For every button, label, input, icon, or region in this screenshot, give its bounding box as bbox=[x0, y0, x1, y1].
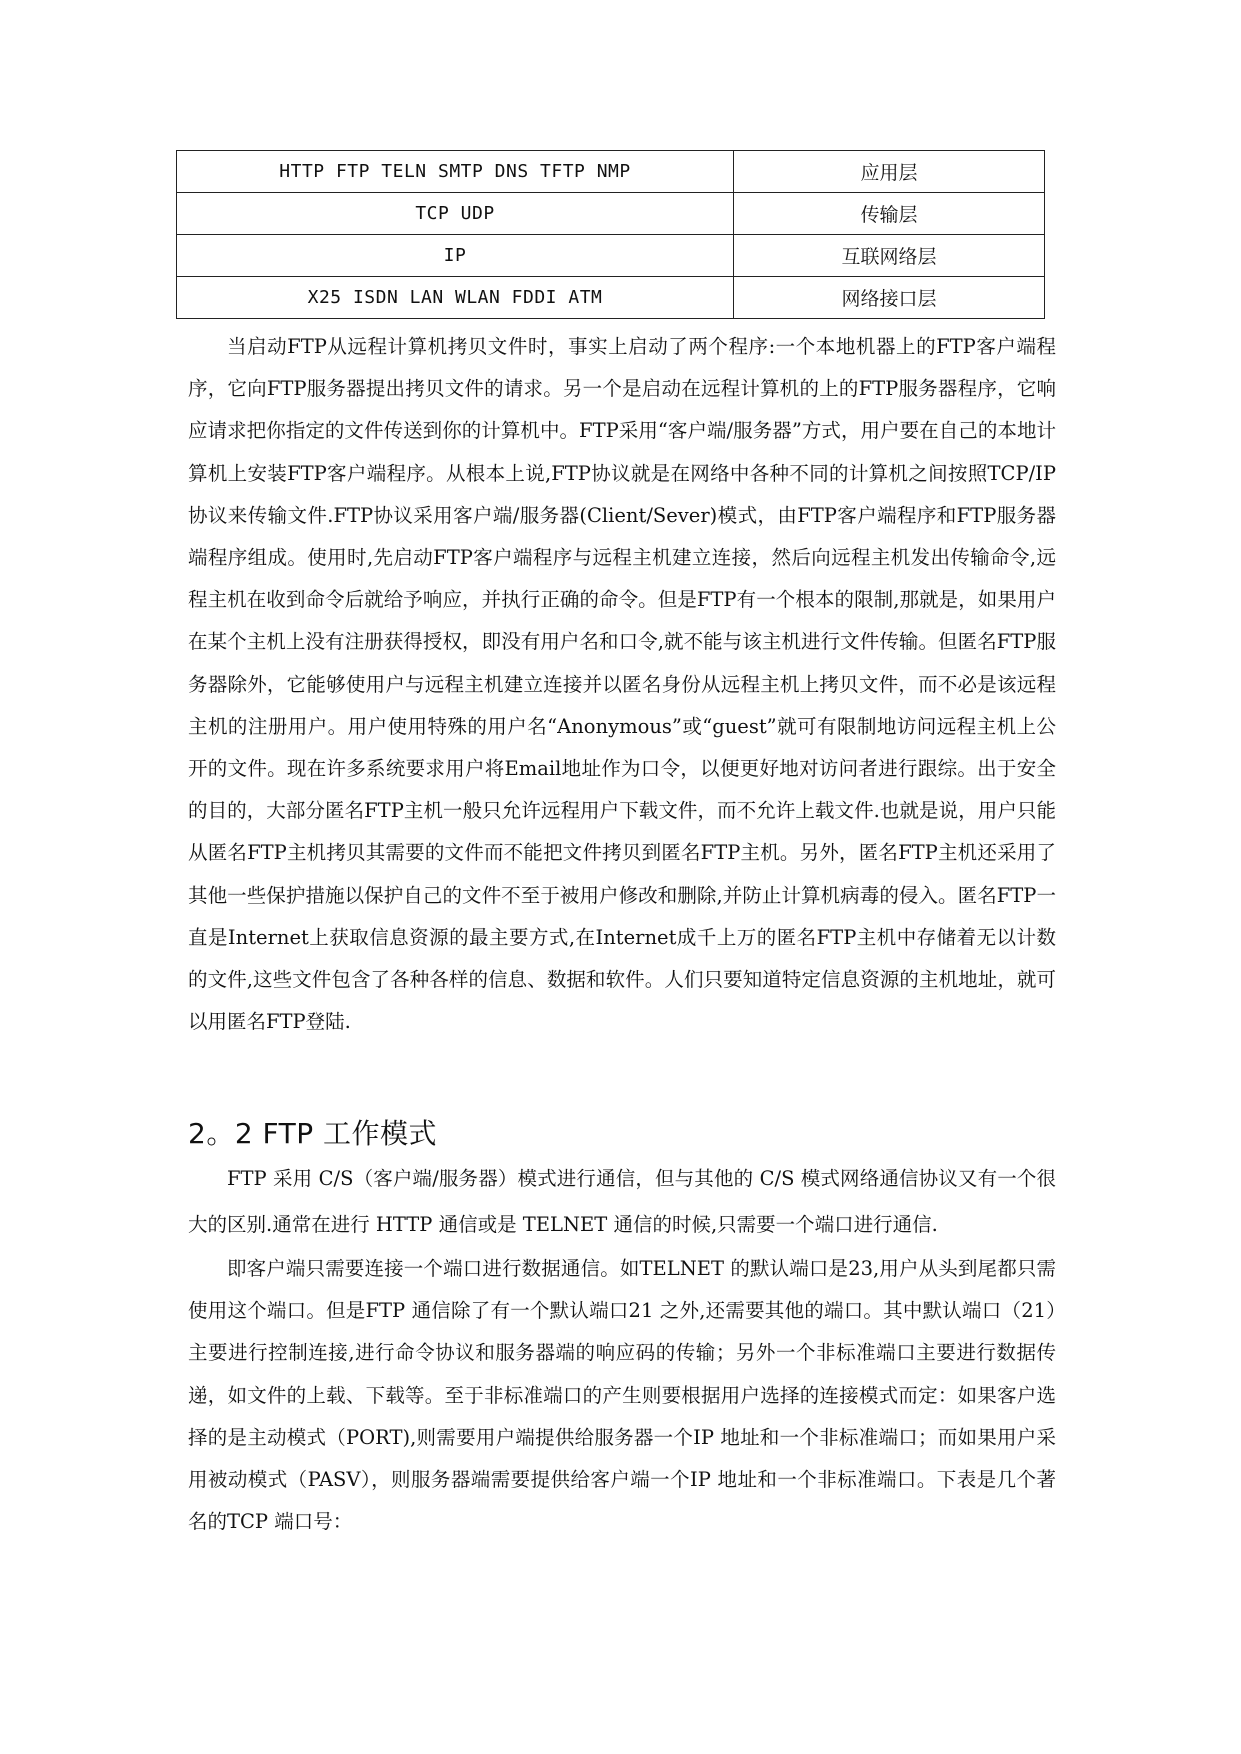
layer-cell: 网络接口层 bbox=[734, 277, 1045, 319]
ftp-mode-paragraph: FTP 采用 C/S（客户端/服务器）模式进行通信，但与其他的 C/S 模式网络通信协议又有一个很大的区别.通常在进行 HTTP 通信或是 TELNET 通信的时候,只需要一个端口进行通信. bbox=[188, 1167, 1056, 1236]
protocol-layer-table bbox=[176, 150, 1045, 319]
protocols-cell: X25 ISDN LAN WLAN FDDI ATM bbox=[177, 277, 734, 319]
protocols-cell: TCP UDP bbox=[177, 193, 734, 235]
ftp-description-paragraph: 当启动FTP从远程计算机拷贝文件时，事实上启动了两个程序:一个本地机器上的FTP客户端程序，它向FTP服务器提出拷贝文件的请求。另一个是启动在远程计算机的上的FTP服务器程序，它响应请求把你指定的文件传送到你的计算机中。FTP采用“客户端/服务器”方式，用户要在自己的本地计算机上安装FTP客户端程序。从根本上说,FTP协议就是在网络中各种不同的计算机之间按照TCP/IP协议来传输文件.FTP协议采用客户端/服务器(Client/Sever)模式，由FTP客户端程序和FTP服务器端程序组成。使用时,先启动FTP客户端程序与远程主机建立连接，然后向远程主机发出传输命令,远程主机在收到命令后就给予响应，并执行正确的命令。但是FTP有一个根本的限制,那就是，如果用户在某个主机上没有注册获得授权，即没有用户名和口令,就不能与该主机进行文件传输。但匿名FTP服务器除外，它能够使用户与远程主机建立连接并以匿名身份从远程主机上拷贝文件，而不必是该远程主机的注册用户。用户使用特殊的用户名“Anonymous”或“guest”就可有限制地访问远程主机上公开的文件。现在许多系统要求用户将Email地址作为口令，以便更好地对访问者进行跟综。出于安全的目的，大部分匿名FTP主机一般只允许远程用户下载文件，而不允许上载文件.也就是说，用户只能从匿名FTP主机拷贝其需要的文件而不能把文件拷贝到匿名FTP主机。另外，匿名FTP主机还采用了其他一些保护措施以保护自己的文件不至于被用户修改和删除,并防止计算机病毒的侵入。匿名FTP一直是Internet上获取信息资源的最主要方式,在Internet成千上万的匿名FTP主机中存储着无以计数的文件,这些文件包含了各种各样的信息、数据和软件。人们只要知道特定信息资源的主机地址，就可以用匿名FTP登陆. bbox=[188, 335, 1056, 1034]
table-row bbox=[177, 193, 1045, 235]
layer-cell: 传输层 bbox=[734, 193, 1045, 235]
protocols-cell: IP bbox=[177, 235, 734, 277]
section-heading: 2。2 FTP 工作模式 bbox=[188, 1117, 438, 1150]
layer-cell: 互联网络层 bbox=[734, 235, 1045, 277]
ftp-ports-paragraph: 即客户端只需要连接一个端口进行数据通信。如TELNET 的默认端口是23,用户从头到尾都只需使用这个端口。但是FTP 通信除了有一个默认端口21 之外,还需要其他的端口。其中默认端口（21）主要进行控制连接,进行命令协议和服务器端的响应码的传输；另外一个非标准端口主要进行数据传递，如文件的上载、下载等。至于非标准端口的产生则要根据用户选择的连接模式而定：如果客户选择的是主动模式（PORT),则需要用户端提供给服务器一个IP 地址和一个非标准端口；而如果用户采用被动模式（PASV），则服务器端需要提供给客户端一个IP 地址和一个非标准端口。下表是几个著名的TCP 端口号： bbox=[188, 1257, 1056, 1534]
layer-cell: 应用层 bbox=[734, 151, 1045, 193]
table-row bbox=[177, 151, 1045, 193]
table-row bbox=[177, 235, 1045, 277]
protocols-cell: HTTP FTP TELN SMTP DNS TFTP NMP bbox=[177, 151, 734, 193]
table-row bbox=[177, 277, 1045, 319]
